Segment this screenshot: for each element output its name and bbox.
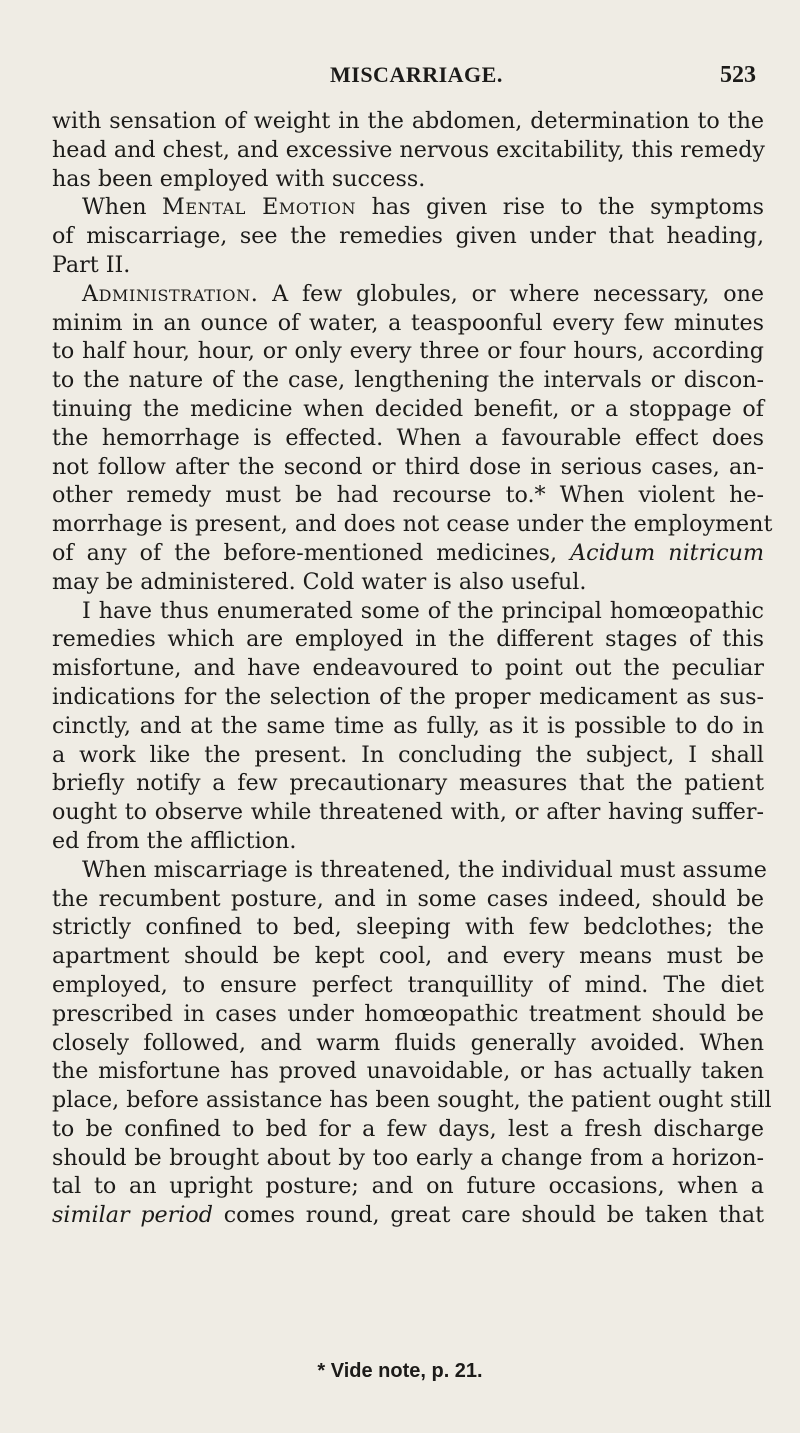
text-line: employed, to ensure perfect tranquillity of mind. The diet [52,971,764,998]
text-line: minim in an ounce of water, a teaspoonful every few minutes [52,309,764,336]
text-line: tinuing the medicine when decided benefit, or a stoppage of [52,395,764,422]
text-line: place, before assistance has been sought, the patient ought still [52,1087,772,1114]
italic-phrase: similar period [52,1202,213,1229]
small-caps-heading: Mental Emotion [162,194,357,221]
text-line: When Mental Emotion has given rise to the symptoms [82,194,764,221]
text-line: apartment should be kept cool, and every means must be [52,943,764,970]
text-line: strictly confined to bed, sleeping with few bedclothes; the [52,914,764,941]
text-line: other remedy must be had recourse to.* When violent he- [52,482,764,509]
body-text [52,107,773,1230]
text-line: morrhage is present, and does not cease under the employment [52,511,773,538]
text-line: to the nature of the case, lengthening the intervals or discon- [52,367,764,394]
text-line: closely followed, and warm fluids generally avoided. When [52,1029,764,1056]
text-line: briefly notify a few precautionary measures that the patient [52,770,764,797]
text-line: head and chest, and excessive nervous excitability, this remedy [52,136,765,163]
text-line: similar period comes round, great care should be taken that [52,1202,764,1229]
text-line: tal to an upright posture; and on future occasions, when a [52,1173,764,1200]
text-line: ought to observe while threatened with, or after having suffer- [52,799,764,826]
italic-remedy-name: Acidum nitricum [570,539,764,566]
running-title: MISCARRIAGE. [330,62,503,87]
text-line: I have thus enumerated some of the principal homœopathic [82,597,764,624]
text-line: the misfortune has proved unavoidable, or has actually taken [52,1058,764,1085]
text-line: to half hour, hour, or only every three or four hours, according [52,338,764,365]
running-head [0,62,800,92]
text-line: the recumbent posture, and in some cases indeed, should be [52,885,764,912]
text-line: has been employed with success. [52,165,426,192]
text-line: When miscarriage is threatened, the individual must assume [82,856,767,883]
text-line: misfortune, and have endeavoured to point out the peculiar [52,655,764,682]
footnote: * Vide note, p. 21. [317,1360,483,1382]
text-line: to be confined to bed for a few days, lest a fresh discharge [52,1115,764,1142]
text-line: may be administered. Cold water is also useful. [52,568,587,595]
page-number: 523 [720,62,756,88]
text-line: remedies which are employed in the different stages of this [52,626,764,653]
text-line: should be brought about by too early a change from a horizon- [52,1144,764,1171]
text-line: indications for the selection of the proper medicament as sus- [52,683,764,710]
text-line: ed from the affliction. [52,827,297,854]
text-line: cinctly, and at the same time as fully, as it is possible to do in [52,712,764,739]
text-line: a work like the present. In concluding the subject, I shall [52,741,764,768]
text-line: prescribed in cases under homœopathic treatment should be [52,1000,764,1027]
text-line: the hemorrhage is effected. When a favourable effect does [52,424,764,451]
text-line: not follow after the second or third dose in serious cases, an- [52,453,764,480]
section-heading: Administration. [82,280,259,307]
text-line: Part II. [52,251,131,278]
text-line: with sensation of weight in the abdomen, determination to the [52,108,764,134]
text-line: Administration. A few globules, or where necessary, one [82,280,764,307]
text-line: of any of the before-mentioned medicines, Acidum nitricum [52,539,764,566]
text-line: of miscarriage, see the remedies given under that heading, [52,223,764,250]
